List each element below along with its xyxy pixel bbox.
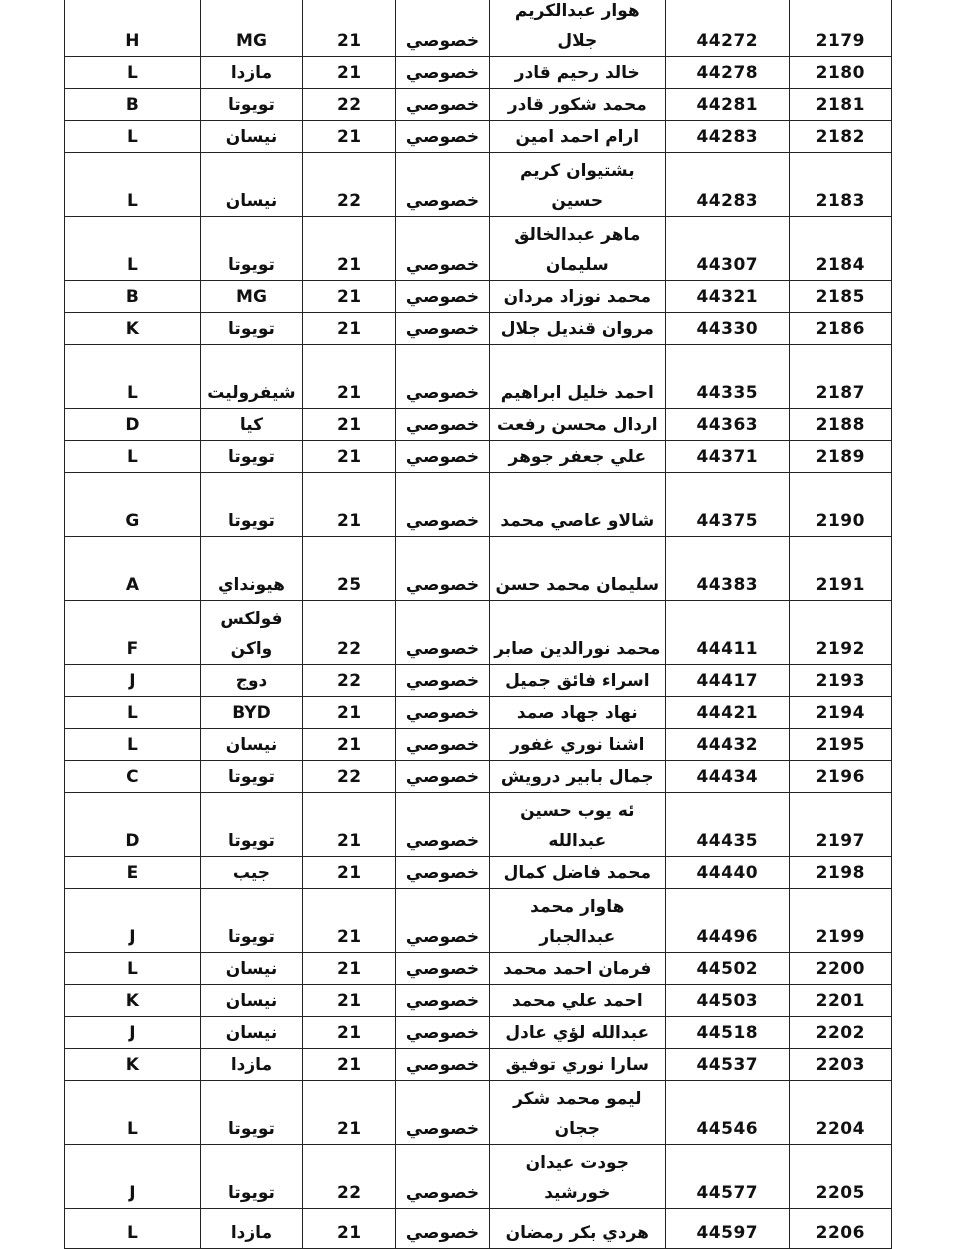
- plate-letter-cell: E: [65, 857, 201, 889]
- sequence-number-cell: 2181: [789, 89, 891, 121]
- owner-name-cell: ارام احمد امين: [489, 121, 665, 153]
- vehicle-make-cell: تويوتا: [200, 793, 302, 857]
- vehicle-make-cell: دوج: [200, 665, 302, 697]
- sequence-number-cell: 2201: [789, 985, 891, 1017]
- plate-number-cell: 44432: [665, 729, 789, 761]
- model-year-cell: 21: [303, 409, 396, 441]
- vehicle-make-cell: MG: [200, 281, 302, 313]
- sequence-number-cell: 2183: [789, 153, 891, 217]
- plate-number-cell: 44440: [665, 857, 789, 889]
- table-row: [65, 153, 892, 217]
- owner-name-cell: ماهر عبدالخالق سليمان: [489, 217, 665, 281]
- plate-letter-cell: K: [65, 1049, 201, 1081]
- table-row: [65, 441, 892, 473]
- plate-type-cell: خصوصي: [396, 313, 489, 345]
- sequence-number-cell: 2199: [789, 889, 891, 953]
- table-row: [65, 1145, 892, 1209]
- plate-letter-cell: A: [65, 537, 201, 601]
- plate-number-cell: 44421: [665, 697, 789, 729]
- plate-type-cell: خصوصي: [396, 441, 489, 473]
- plate-number-cell: 44502: [665, 953, 789, 985]
- vehicle-make-cell: تويوتا: [200, 313, 302, 345]
- model-year-cell: 25: [303, 537, 396, 601]
- table-row: [65, 409, 892, 441]
- sequence-number-cell: 2186: [789, 313, 891, 345]
- table-row: [65, 473, 892, 537]
- plate-letter-cell: J: [65, 665, 201, 697]
- plate-number-cell: 44281: [665, 89, 789, 121]
- plate-number-cell: 44417: [665, 665, 789, 697]
- plate-type-cell: خصوصي: [396, 1209, 489, 1249]
- sequence-number-cell: 2205: [789, 1145, 891, 1209]
- vehicle-make-cell: تويوتا: [200, 1145, 302, 1209]
- table-row: [65, 121, 892, 153]
- plate-letter-cell: B: [65, 281, 201, 313]
- plate-letter-cell: L: [65, 57, 201, 89]
- plate-letter-cell: L: [65, 729, 201, 761]
- sequence-number-cell: 2203: [789, 1049, 891, 1081]
- plate-number-cell: 44307: [665, 217, 789, 281]
- table-row: [65, 1017, 892, 1049]
- plate-number-cell: 44321: [665, 281, 789, 313]
- plate-letter-cell: H: [65, 0, 201, 57]
- vehicle-make-cell: تويوتا: [200, 889, 302, 953]
- plate-number-cell: 44597: [665, 1209, 789, 1249]
- owner-name-cell: هوار عبدالكريم جلال: [489, 0, 665, 57]
- plate-type-cell: خصوصي: [396, 409, 489, 441]
- vehicle-make-cell: جيب: [200, 857, 302, 889]
- plate-letter-cell: L: [65, 697, 201, 729]
- vehicle-make-cell: مازدا: [200, 57, 302, 89]
- sequence-number-cell: 2188: [789, 409, 891, 441]
- vehicle-make-cell: تويوتا: [200, 89, 302, 121]
- plate-type-cell: خصوصي: [396, 1145, 489, 1209]
- owner-name-cell: هاوار محمد عبدالجبار: [489, 889, 665, 953]
- plate-letter-cell: J: [65, 1145, 201, 1209]
- plate-letter-cell: L: [65, 1081, 201, 1145]
- plate-number-cell: 44272: [665, 0, 789, 57]
- owner-name-cell: جودت عيدان خورشيد: [489, 1145, 665, 1209]
- owner-name-cell: سليمان محمد حسن: [489, 537, 665, 601]
- table-row: [65, 601, 892, 665]
- sequence-number-cell: 2179: [789, 0, 891, 57]
- vehicle-make-cell: تويوتا: [200, 473, 302, 537]
- sequence-number-cell: 2187: [789, 345, 891, 409]
- plate-number-cell: 44546: [665, 1081, 789, 1145]
- vehicle-make-cell: MG: [200, 0, 302, 57]
- plate-number-cell: 44363: [665, 409, 789, 441]
- owner-name-cell: اسراء فائق جميل: [489, 665, 665, 697]
- plate-type-cell: خصوصي: [396, 601, 489, 665]
- plate-number-cell: 44283: [665, 121, 789, 153]
- model-year-cell: 21: [303, 1081, 396, 1145]
- model-year-cell: 21: [303, 441, 396, 473]
- table-row: [65, 665, 892, 697]
- vehicle-make-cell: نيسان: [200, 153, 302, 217]
- model-year-cell: 22: [303, 761, 396, 793]
- vehicle-make-cell: تويوتا: [200, 761, 302, 793]
- vehicle-make-cell: كيا: [200, 409, 302, 441]
- plate-type-cell: خصوصي: [396, 1049, 489, 1081]
- plate-type-cell: خصوصي: [396, 857, 489, 889]
- model-year-cell: 21: [303, 985, 396, 1017]
- table-row: [65, 313, 892, 345]
- plate-number-cell: 44435: [665, 793, 789, 857]
- model-year-cell: 21: [303, 473, 396, 537]
- vehicle-make-cell: مازدا: [200, 1049, 302, 1081]
- plate-type-cell: خصوصي: [396, 793, 489, 857]
- table-row: [65, 985, 892, 1017]
- model-year-cell: 21: [303, 313, 396, 345]
- owner-name-cell: اردال محسن رفعت: [489, 409, 665, 441]
- plate-type-cell: خصوصي: [396, 89, 489, 121]
- owner-name-cell: علي جعفر جوهر: [489, 441, 665, 473]
- vehicle-make-cell: مازدا: [200, 1209, 302, 1249]
- sequence-number-cell: 2193: [789, 665, 891, 697]
- owner-name-cell: بشتيوان كريم حسين: [489, 153, 665, 217]
- table-row: [65, 57, 892, 89]
- model-year-cell: 21: [303, 1049, 396, 1081]
- vehicle-make-cell: تويوتا: [200, 1081, 302, 1145]
- table-row: [65, 217, 892, 281]
- model-year-cell: 21: [303, 857, 396, 889]
- table-row: [65, 281, 892, 313]
- plate-letter-cell: L: [65, 1209, 201, 1249]
- plate-type-cell: خصوصي: [396, 217, 489, 281]
- plate-type-cell: خصوصي: [396, 985, 489, 1017]
- owner-name-cell: هردي بكر رمضان: [489, 1209, 665, 1249]
- table-row: [65, 89, 892, 121]
- owner-name-cell: احمد خليل ابراهيم: [489, 345, 665, 409]
- plate-letter-cell: D: [65, 793, 201, 857]
- sequence-number-cell: 2180: [789, 57, 891, 89]
- plate-letter-cell: B: [65, 89, 201, 121]
- plate-letter-cell: L: [65, 153, 201, 217]
- table-row: [65, 1049, 892, 1081]
- model-year-cell: 21: [303, 793, 396, 857]
- sequence-number-cell: 2192: [789, 601, 891, 665]
- table-row: [65, 793, 892, 857]
- vehicle-make-cell: نيسان: [200, 953, 302, 985]
- owner-name-cell: محمد نورالدين صابر: [489, 601, 665, 665]
- table-row: [65, 345, 892, 409]
- plate-number-cell: 44283: [665, 153, 789, 217]
- owner-name-cell: ليمو محمد شكر ججان: [489, 1081, 665, 1145]
- plate-number-cell: 44335: [665, 345, 789, 409]
- table-row: [65, 1081, 892, 1145]
- sequence-number-cell: 2190: [789, 473, 891, 537]
- plate-type-cell: خصوصي: [396, 153, 489, 217]
- table-row: [65, 1209, 892, 1249]
- plate-number-cell: 44496: [665, 889, 789, 953]
- plate-type-cell: خصوصي: [396, 537, 489, 601]
- plate-letter-cell: J: [65, 889, 201, 953]
- sequence-number-cell: 2197: [789, 793, 891, 857]
- owner-name-cell: نهاد جهاد صمد: [489, 697, 665, 729]
- plate-type-cell: خصوصي: [396, 729, 489, 761]
- plate-letter-cell: L: [65, 345, 201, 409]
- sequence-number-cell: 2200: [789, 953, 891, 985]
- model-year-cell: 21: [303, 281, 396, 313]
- sequence-number-cell: 2196: [789, 761, 891, 793]
- plate-letter-cell: L: [65, 953, 201, 985]
- table-row: [65, 729, 892, 761]
- sequence-number-cell: 2206: [789, 1209, 891, 1249]
- owner-name-cell: محمد نوزاد مردان: [489, 281, 665, 313]
- sequence-number-cell: 2189: [789, 441, 891, 473]
- owner-name-cell: خالد رحيم قادر: [489, 57, 665, 89]
- sequence-number-cell: 2202: [789, 1017, 891, 1049]
- model-year-cell: 21: [303, 345, 396, 409]
- model-year-cell: 22: [303, 153, 396, 217]
- plate-type-cell: خصوصي: [396, 57, 489, 89]
- plate-number-cell: 44537: [665, 1049, 789, 1081]
- vehicle-make-cell: BYD: [200, 697, 302, 729]
- owner-name-cell: شالاو عاصي محمد: [489, 473, 665, 537]
- table-row: [65, 953, 892, 985]
- model-year-cell: 21: [303, 729, 396, 761]
- plate-number-cell: 44278: [665, 57, 789, 89]
- sequence-number-cell: 2185: [789, 281, 891, 313]
- model-year-cell: 21: [303, 1209, 396, 1249]
- table-row: [65, 697, 892, 729]
- plate-number-cell: 44375: [665, 473, 789, 537]
- model-year-cell: 21: [303, 217, 396, 281]
- plate-letter-cell: L: [65, 121, 201, 153]
- table-row: [65, 889, 892, 953]
- plate-type-cell: خصوصي: [396, 889, 489, 953]
- plate-number-cell: 44503: [665, 985, 789, 1017]
- plate-type-cell: خصوصي: [396, 697, 489, 729]
- plate-type-cell: خصوصي: [396, 345, 489, 409]
- owner-name-cell: ئه يوب حسين عبدالله: [489, 793, 665, 857]
- model-year-cell: 21: [303, 1017, 396, 1049]
- sequence-number-cell: 2198: [789, 857, 891, 889]
- plate-number-cell: 44330: [665, 313, 789, 345]
- plate-letter-cell: J: [65, 1017, 201, 1049]
- plate-type-cell: خصوصي: [396, 1081, 489, 1145]
- table-row: [65, 857, 892, 889]
- vehicle-make-cell: شيفروليت: [200, 345, 302, 409]
- vehicle-make-cell: تويوتا: [200, 217, 302, 281]
- sequence-number-cell: 2194: [789, 697, 891, 729]
- plate-number-cell: 44383: [665, 537, 789, 601]
- model-year-cell: 21: [303, 121, 396, 153]
- vehicle-make-cell: نيسان: [200, 1017, 302, 1049]
- vehicle-make-cell: تويوتا: [200, 441, 302, 473]
- owner-name-cell: محمد فاضل كمال: [489, 857, 665, 889]
- plate-letter-cell: K: [65, 985, 201, 1017]
- model-year-cell: 21: [303, 889, 396, 953]
- table-row: [65, 537, 892, 601]
- vehicle-make-cell: هيونداي: [200, 537, 302, 601]
- model-year-cell: 21: [303, 0, 396, 57]
- plate-type-cell: خصوصي: [396, 1017, 489, 1049]
- owner-name-cell: احمد علي محمد: [489, 985, 665, 1017]
- plate-letter-cell: C: [65, 761, 201, 793]
- model-year-cell: 22: [303, 89, 396, 121]
- owner-name-cell: سارا نوري توفيق: [489, 1049, 665, 1081]
- plate-number-cell: 44371: [665, 441, 789, 473]
- table-row: [65, 0, 892, 57]
- owner-name-cell: فرمان احمد محمد: [489, 953, 665, 985]
- plate-type-cell: خصوصي: [396, 281, 489, 313]
- owner-name-cell: محمد شكور قادر: [489, 89, 665, 121]
- model-year-cell: 21: [303, 697, 396, 729]
- plate-type-cell: خصوصي: [396, 761, 489, 793]
- plate-number-cell: 44518: [665, 1017, 789, 1049]
- sequence-number-cell: 2184: [789, 217, 891, 281]
- model-year-cell: 22: [303, 665, 396, 697]
- vehicle-make-cell: فولكس واكن: [200, 601, 302, 665]
- plate-letter-cell: G: [65, 473, 201, 537]
- plate-type-cell: خصوصي: [396, 0, 489, 57]
- sequence-number-cell: 2204: [789, 1081, 891, 1145]
- sequence-number-cell: 2182: [789, 121, 891, 153]
- owner-name-cell: جمال بابير درويش: [489, 761, 665, 793]
- sequence-number-cell: 2191: [789, 537, 891, 601]
- model-year-cell: 22: [303, 1145, 396, 1209]
- plate-letter-cell: D: [65, 409, 201, 441]
- plate-type-cell: خصوصي: [396, 953, 489, 985]
- records-table: [64, 0, 892, 1249]
- table-row: [65, 761, 892, 793]
- plate-type-cell: خصوصي: [396, 473, 489, 537]
- plate-letter-cell: L: [65, 217, 201, 281]
- plate-number-cell: 44411: [665, 601, 789, 665]
- owner-name-cell: اشنا نوري غفور: [489, 729, 665, 761]
- owner-name-cell: عبدالله لؤي عادل: [489, 1017, 665, 1049]
- plate-letter-cell: F: [65, 601, 201, 665]
- vehicle-make-cell: نيسان: [200, 985, 302, 1017]
- model-year-cell: 21: [303, 953, 396, 985]
- sequence-number-cell: 2195: [789, 729, 891, 761]
- plate-type-cell: خصوصي: [396, 121, 489, 153]
- vehicle-make-cell: نيسان: [200, 729, 302, 761]
- plate-number-cell: 44577: [665, 1145, 789, 1209]
- model-year-cell: 21: [303, 57, 396, 89]
- records-table-body: [65, 0, 892, 1249]
- plate-number-cell: 44434: [665, 761, 789, 793]
- plate-letter-cell: L: [65, 441, 201, 473]
- plate-type-cell: خصوصي: [396, 665, 489, 697]
- owner-name-cell: مروان قنديل جلال: [489, 313, 665, 345]
- model-year-cell: 22: [303, 601, 396, 665]
- vehicle-make-cell: نيسان: [200, 121, 302, 153]
- plate-letter-cell: K: [65, 313, 201, 345]
